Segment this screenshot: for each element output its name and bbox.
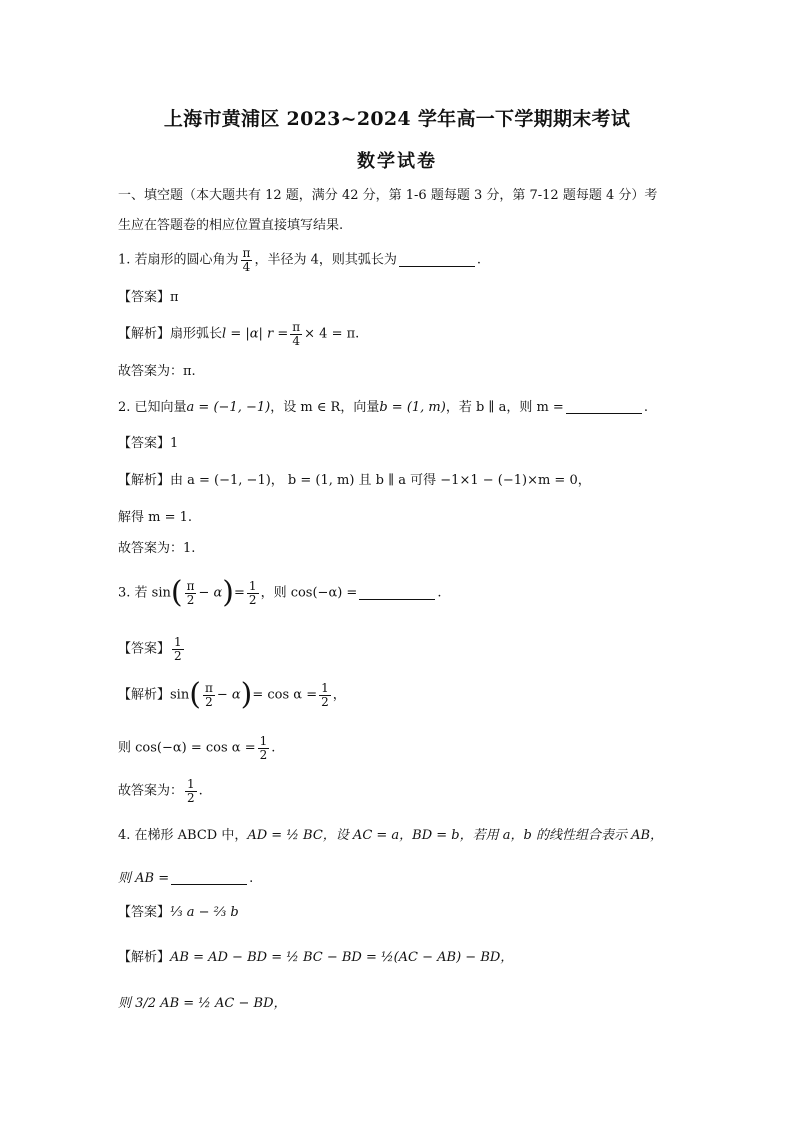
question-4: 4. 在梯形 ABCD 中，AD = ½ BC，设 AC = a，BD = b，若用 a，b 的线性组合表示 AB， xyxy=(118,828,664,843)
fraction-pi-over-4: $\frac{\pi}{4}$ xyxy=(292,320,301,348)
conclusion-2: 故答案为：1. xyxy=(118,541,196,556)
analysis-4: 【解析】AB = AD − BD = ½ BC − BD = ½(AC − AB) − BD， xyxy=(118,950,514,965)
answer-blank xyxy=(566,399,642,414)
fraction-one-half: $\frac{1}{2}$ xyxy=(174,635,182,663)
conclusion-3: 故答案为： $\frac{1}{2}$ . xyxy=(118,777,203,805)
answer-4: 【答案】⅓ a − ⅔ b xyxy=(118,905,239,920)
question-2: 2. 已知向量a = (−1, −1)，设 m ∈ R，向量b = (1, m)，若 b ∥ a，则 m = . xyxy=(118,400,648,415)
answer-1: 【答案】π xyxy=(118,290,179,305)
fraction-one-half: $\frac{1}{2}$ xyxy=(248,578,257,607)
conclusion-1: 故答案为：π. xyxy=(118,364,196,379)
solution-2: 解得 m = 1. xyxy=(118,510,193,525)
section-instruction-line1: 一、填空题（本大题共有 12 题，满分 42 分，第 1-6 题每题 3 分，第 7-12 题每题 4 分）考 xyxy=(118,188,658,203)
fraction-one-half: $\frac{1}{2}$ xyxy=(321,680,329,709)
fraction-pi-over-2: $\frac{\pi}{2}$ xyxy=(204,680,213,709)
fraction-pi-over-2: $\frac{\pi}{2}$ xyxy=(186,578,195,607)
answer-blank xyxy=(171,870,247,885)
section-instruction-line2: 生应在答题卷的相应位置直接填写结果. xyxy=(118,218,344,233)
then-4: 则 3/2 AB = ½ AC − BD， xyxy=(118,996,287,1011)
fraction-one-half: $\frac{1}{2}$ xyxy=(259,734,268,762)
question-1: 1. 若扇形的圆心角为 $\frac{\pi}{4}$ ，半径为 4，则其弧长为 . xyxy=(118,246,481,274)
fraction-pi-over-4: $\frac{\pi}{4}$ xyxy=(242,246,251,274)
answer-blank xyxy=(399,252,475,267)
question-3: 3. 若 sin( $\frac{\pi}{2}$ − α)= $\frac{1}{2}$ ，则 cos(−α) = . xyxy=(118,575,442,610)
fraction-one-half: $\frac{1}{2}$ xyxy=(187,777,195,805)
answer-blank xyxy=(359,585,435,600)
analysis-1: 【解析】扇形弧长l = |α| r = $\frac{\pi}{4}$ × 4 = π. xyxy=(118,320,360,348)
analysis-2: 【解析】由 a = (−1, −1)， b = (1, m) 且 b ∥ a 可得 −1×1 − (−1)×m = 0， xyxy=(118,473,591,488)
analysis-3: 【解析】sin( $\frac{\pi}{2}$ − α)= cos α = $\frac{1}{2}$ ， xyxy=(118,677,346,712)
answer-3: 【答案】 $\frac{1}{2}$ xyxy=(118,635,182,663)
exam-title: 上海市黄浦区 2023~2024 学年高一下学期期末考试 xyxy=(163,108,631,130)
question-4-line2: 则 AB = . xyxy=(118,871,254,886)
answer-2: 【答案】1 xyxy=(118,436,179,451)
then-3: 则 cos(−α) = cos α = $\frac{1}{2}$ . xyxy=(118,734,276,762)
exam-subtitle: 数学试卷 xyxy=(357,151,437,172)
